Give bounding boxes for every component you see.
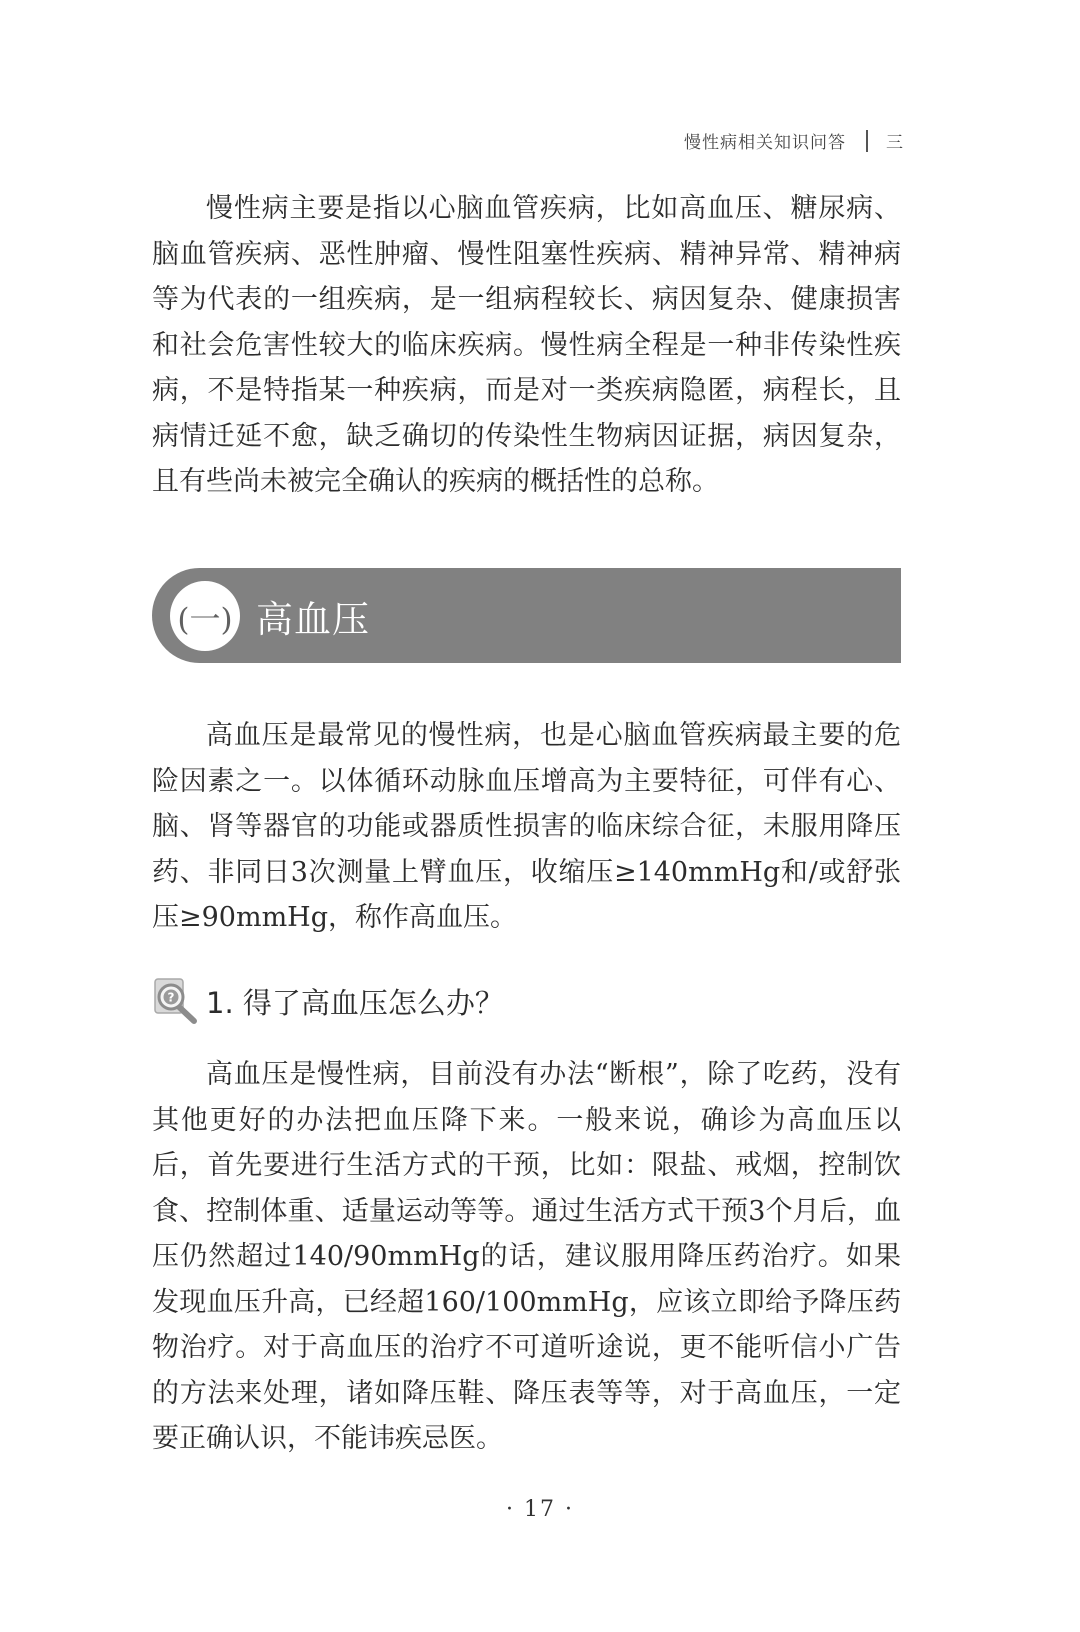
answer-paragraph: 高血压是慢性病，目前没有办法“断根”，除了吃药，没有其他更好的办法把血压降下来。一般来说，确诊为高血压以后，首先要进行生活方式的干预，比如：限盐、戒烟，控制饮食、控制体重、适量运动等等。通过生活方式干预3个月后，血压仍然超过140/90mmHg的话，建议服用降压药治疗。如果发现血压升高，已经超160/100mmHg，应该立即给予降压药物治疗。对于高血压的治疗不可道听途说，更不能听信小广告的方法来处理，诸如降压鞋、降压表等等，对于高血压，一定要正确认识，不能讳疾忌医。 — [152, 1059, 901, 1454]
header-divider — [866, 130, 868, 152]
chapter-number: 三 — [886, 133, 904, 153]
running-title: 慢性病相关知识问答 — [684, 133, 846, 153]
question-magnifier-icon — [152, 977, 200, 1025]
section-number-badge: (一) — [170, 581, 240, 651]
definition-paragraph: 高血压是最常见的慢性病，也是心脑血管疾病最主要的危险因素之一。以体循环动脉血压增高为主要特征，可伴有心、脑、肾等器官的功能或器质性损害的临床综合征，未服用降压药、非同日3次测量上臂血压，收缩压≥140mmHg和/或舒张压≥90mmHg，称作高血压。 — [152, 720, 901, 933]
svg-text:?: ? — [167, 990, 175, 1005]
question-title: 1. 得了高血压怎么办？ — [206, 985, 504, 1020]
question-heading — [152, 977, 504, 1025]
intro-paragraph: 慢性病主要是指以心脑血管疾病，比如高血压、糖尿病、脑血管疾病、恶性肿瘤、慢性阻塞性疾病、精神异常、精神病等为代表的一组疾病，是一组病程较长、病因复杂、健康损害和社会危害性较大的临床疾病。慢性病全程是一种非传染性疾病，不是特指某一种疾病，而是对一类疾病隐匿，病程长，且病情迁延不愈，缺乏确切的传染性生物病因证据，病因复杂，且有些尚未被完全确认的疾病的概括性的总称。 — [152, 193, 901, 497]
page-number: · 17 · — [506, 1497, 574, 1522]
section-title: 高血压 — [256, 597, 370, 641]
section-heading-band — [152, 568, 901, 663]
running-header — [684, 128, 904, 153]
